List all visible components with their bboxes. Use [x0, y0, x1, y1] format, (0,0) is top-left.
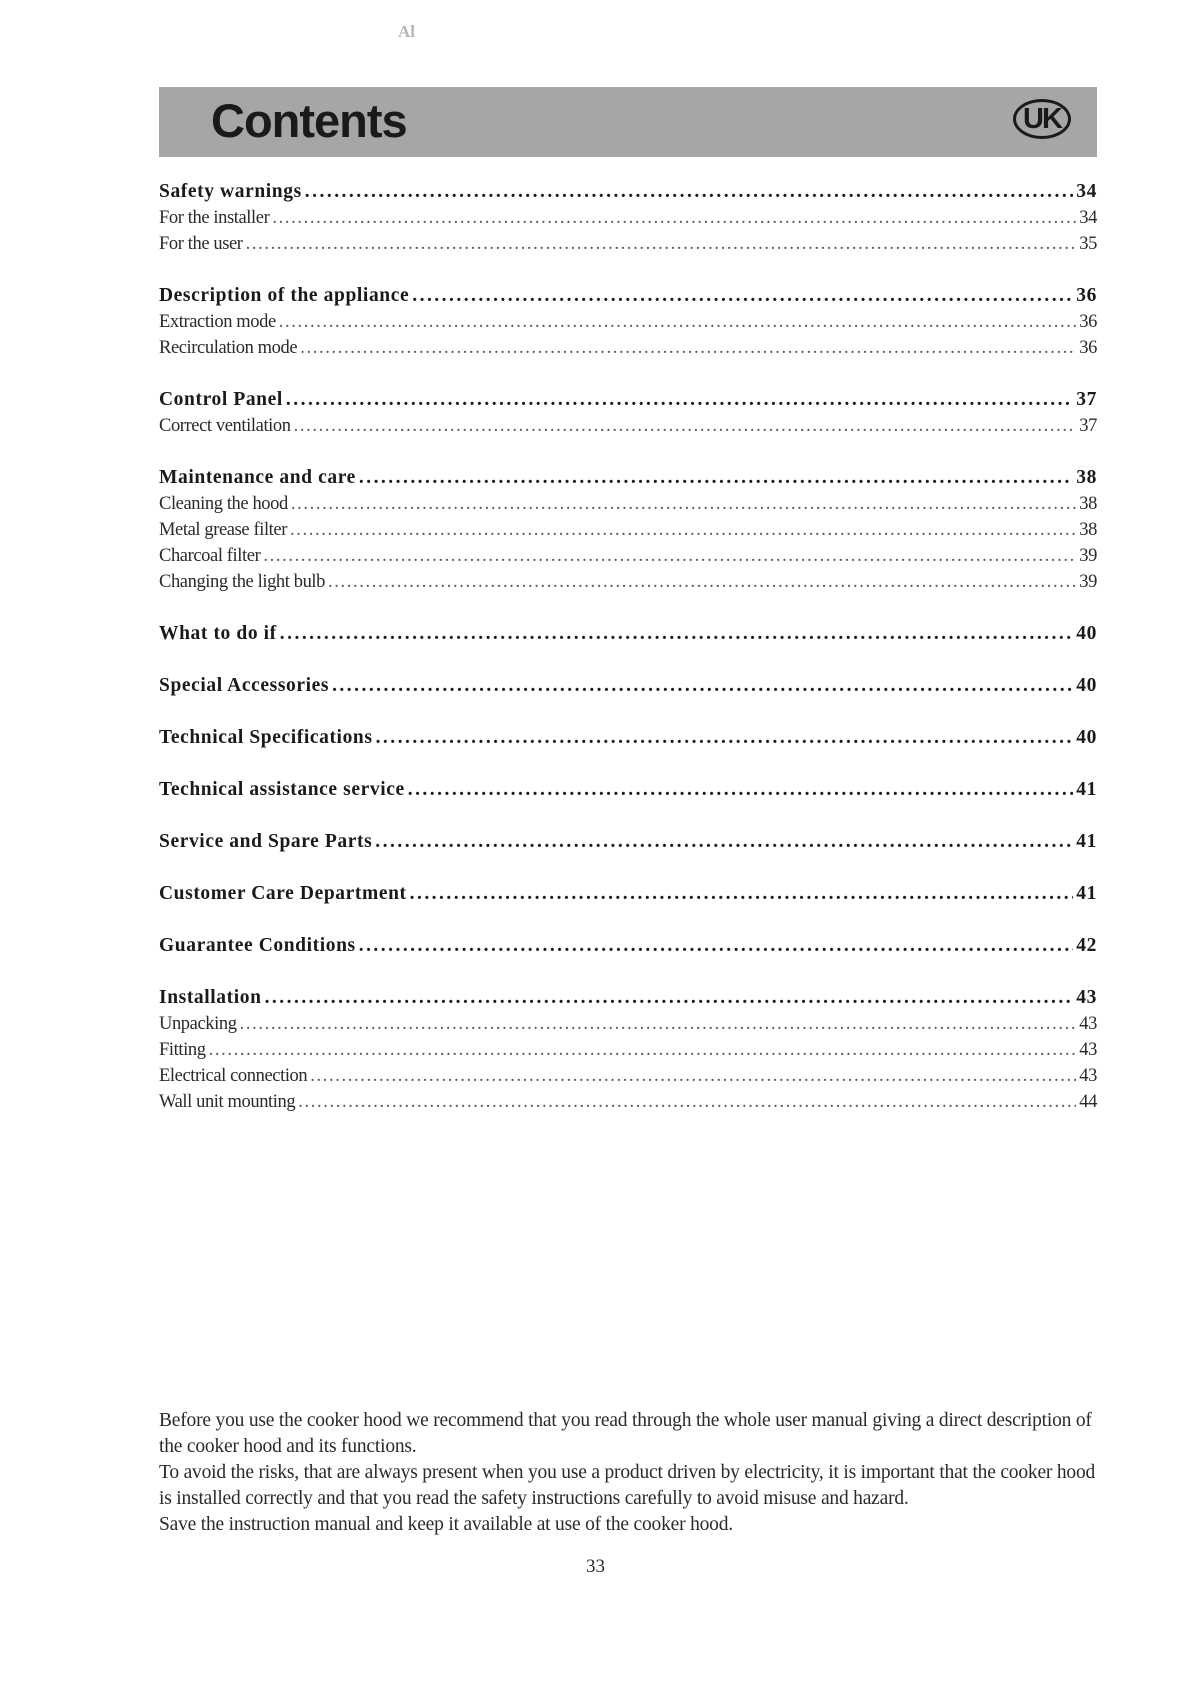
section-gap: [159, 959, 1097, 985]
toc-subsection-title: For the installer: [159, 208, 270, 228]
page-title: Contents: [211, 94, 407, 147]
toc-subsection-page: 38: [1079, 520, 1097, 540]
toc-subsection-title: Charcoal filter: [159, 546, 261, 566]
dot-leader: [300, 335, 1076, 361]
uk-badge-icon: UK: [1013, 99, 1071, 139]
toc-subsection-title: Correct ventilation: [159, 416, 291, 436]
dot-leader: [294, 413, 1077, 439]
section-gap: [159, 361, 1097, 387]
toc-subsection-page: 34: [1079, 208, 1097, 228]
toc-section-title: Installation: [159, 987, 262, 1008]
toc-section-page: 42: [1076, 935, 1097, 956]
dot-leader: [263, 543, 1076, 569]
toc-subsection[interactable]: [159, 543, 1097, 569]
dot-leader: [310, 1063, 1076, 1089]
section-gap: [159, 907, 1097, 933]
toc-section-page: 40: [1076, 623, 1097, 644]
toc-subsection-title: For the user: [159, 234, 243, 254]
toc-subsection-page: 35: [1079, 234, 1097, 254]
toc-section-title: Maintenance and care: [159, 467, 356, 488]
toc-subsection-title: Cleaning the hood: [159, 494, 288, 514]
dot-leader: [280, 621, 1074, 647]
toc-subsection[interactable]: [159, 1089, 1097, 1115]
toc-section[interactable]: [159, 465, 1097, 491]
dot-leader: [359, 465, 1073, 491]
table-of-contents: [159, 179, 1097, 1115]
toc-section-page: 43: [1076, 987, 1097, 1008]
toc-subsection-title: Extraction mode: [159, 312, 276, 332]
toc-subsection[interactable]: [159, 309, 1097, 335]
toc-section-title: Safety warnings: [159, 181, 302, 202]
toc-subsection[interactable]: [159, 491, 1097, 517]
dot-leader: [412, 283, 1073, 309]
toc-subsection[interactable]: [159, 1063, 1097, 1089]
dot-leader: [265, 985, 1074, 1011]
toc-subsection-page: 44: [1079, 1092, 1097, 1112]
header-mark: Al: [398, 22, 415, 41]
toc-section-title: Special Accessories: [159, 675, 330, 696]
section-gap: [159, 595, 1097, 621]
section-gap: [159, 855, 1097, 881]
toc-section-page: 34: [1076, 181, 1097, 202]
toc-section-page: 37: [1076, 389, 1097, 410]
dot-leader: [410, 881, 1074, 907]
toc-section[interactable]: [159, 933, 1097, 959]
dot-leader: [272, 205, 1076, 231]
toc-subsection-page: 43: [1079, 1014, 1097, 1034]
toc-subsection-page: 37: [1079, 416, 1097, 436]
toc-section-title: Guarantee Conditions: [159, 935, 356, 956]
dot-leader: [291, 491, 1076, 517]
toc-section-title: Technical assistance service: [159, 779, 405, 800]
toc-section-page: 41: [1076, 779, 1097, 800]
toc-section-page: 38: [1076, 467, 1097, 488]
dot-leader: [290, 517, 1076, 543]
toc-section-title: Control Panel: [159, 389, 283, 410]
toc-section-page: 41: [1076, 883, 1097, 904]
toc-section[interactable]: [159, 829, 1097, 855]
toc-subsection-page: 39: [1079, 572, 1097, 592]
section-gap: [159, 699, 1097, 725]
intro-paragraph: Save the instruction manual and keep it available at use of the cooker hood.: [159, 1514, 733, 1535]
toc-subsection[interactable]: [159, 517, 1097, 543]
dot-leader: [359, 933, 1074, 959]
section-gap: [159, 647, 1097, 673]
dot-leader: [408, 777, 1074, 803]
toc-subsection-page: 36: [1079, 338, 1097, 358]
dot-leader: [375, 829, 1073, 855]
toc-subsection[interactable]: [159, 413, 1097, 439]
toc-subsection-title: Metal grease filter: [159, 520, 287, 540]
toc-subsection[interactable]: [159, 569, 1097, 595]
toc-subsection-page: 38: [1079, 494, 1097, 514]
section-gap: [159, 803, 1097, 829]
page-number: 33: [586, 1556, 605, 1577]
toc-subsection[interactable]: [159, 231, 1097, 257]
toc-subsection-title: Unpacking: [159, 1014, 237, 1034]
intro-text: [159, 1408, 1099, 1538]
dot-leader: [305, 179, 1074, 205]
toc-subsection-page: 43: [1079, 1040, 1097, 1060]
toc-section-title: What to do if: [159, 623, 277, 644]
toc-section-page: 36: [1076, 285, 1097, 306]
dot-leader: [279, 309, 1077, 335]
toc-subsection[interactable]: [159, 1037, 1097, 1063]
toc-section[interactable]: [159, 179, 1097, 205]
toc-section[interactable]: [159, 777, 1097, 803]
dot-leader: [286, 387, 1073, 413]
section-gap: [159, 751, 1097, 777]
contents-banner: [159, 87, 1097, 157]
dot-leader: [328, 569, 1076, 595]
toc-section-page: 40: [1076, 675, 1097, 696]
dot-leader: [240, 1011, 1077, 1037]
toc-section[interactable]: [159, 725, 1097, 751]
intro-paragraph: To avoid the risks, that are always present when you use a product driven by electricity, it is important that the cooker hood is installed correctly and that you read the safety instructions carefully to avoid misuse and hazard.: [159, 1462, 1096, 1509]
toc-section[interactable]: [159, 985, 1097, 1011]
toc-section[interactable]: [159, 283, 1097, 309]
toc-section[interactable]: [159, 673, 1097, 699]
toc-subsection-title: Wall unit mounting: [159, 1092, 296, 1112]
toc-section[interactable]: [159, 621, 1097, 647]
toc-subsection[interactable]: [159, 205, 1097, 231]
toc-subsection[interactable]: [159, 335, 1097, 361]
toc-subsection-page: 39: [1079, 546, 1097, 566]
section-gap: [159, 257, 1097, 283]
toc-section[interactable]: [159, 881, 1097, 907]
toc-section-title: Service and Spare Parts: [159, 831, 373, 852]
toc-subsection-page: 43: [1079, 1066, 1097, 1086]
toc-section-title: Description of the appliance: [159, 285, 410, 306]
toc-section-title: Customer Care Department: [159, 883, 407, 904]
toc-section-page: 41: [1076, 831, 1097, 852]
toc-subsection-title: Changing the light bulb: [159, 572, 326, 592]
toc-subsection-title: Fitting: [159, 1040, 206, 1060]
dot-leader: [209, 1037, 1077, 1063]
toc-subsection[interactable]: [159, 1011, 1097, 1037]
dot-leader: [376, 725, 1074, 751]
toc-subsection-title: Recirculation mode: [159, 338, 298, 358]
dot-leader: [246, 231, 1077, 257]
section-gap: [159, 439, 1097, 465]
toc-section[interactable]: [159, 387, 1097, 413]
intro-paragraph: Before you use the cooker hood we recommend that you read through the whole user manual giving a direct description of the cooker hood and its functions.: [159, 1410, 1092, 1457]
dot-leader: [298, 1089, 1076, 1115]
toc-subsection-title: Electrical connection: [159, 1066, 308, 1086]
dot-leader: [332, 673, 1073, 699]
toc-section-title: Technical Specifications: [159, 727, 373, 748]
toc-subsection-page: 36: [1079, 312, 1097, 332]
toc-section-page: 40: [1076, 727, 1097, 748]
